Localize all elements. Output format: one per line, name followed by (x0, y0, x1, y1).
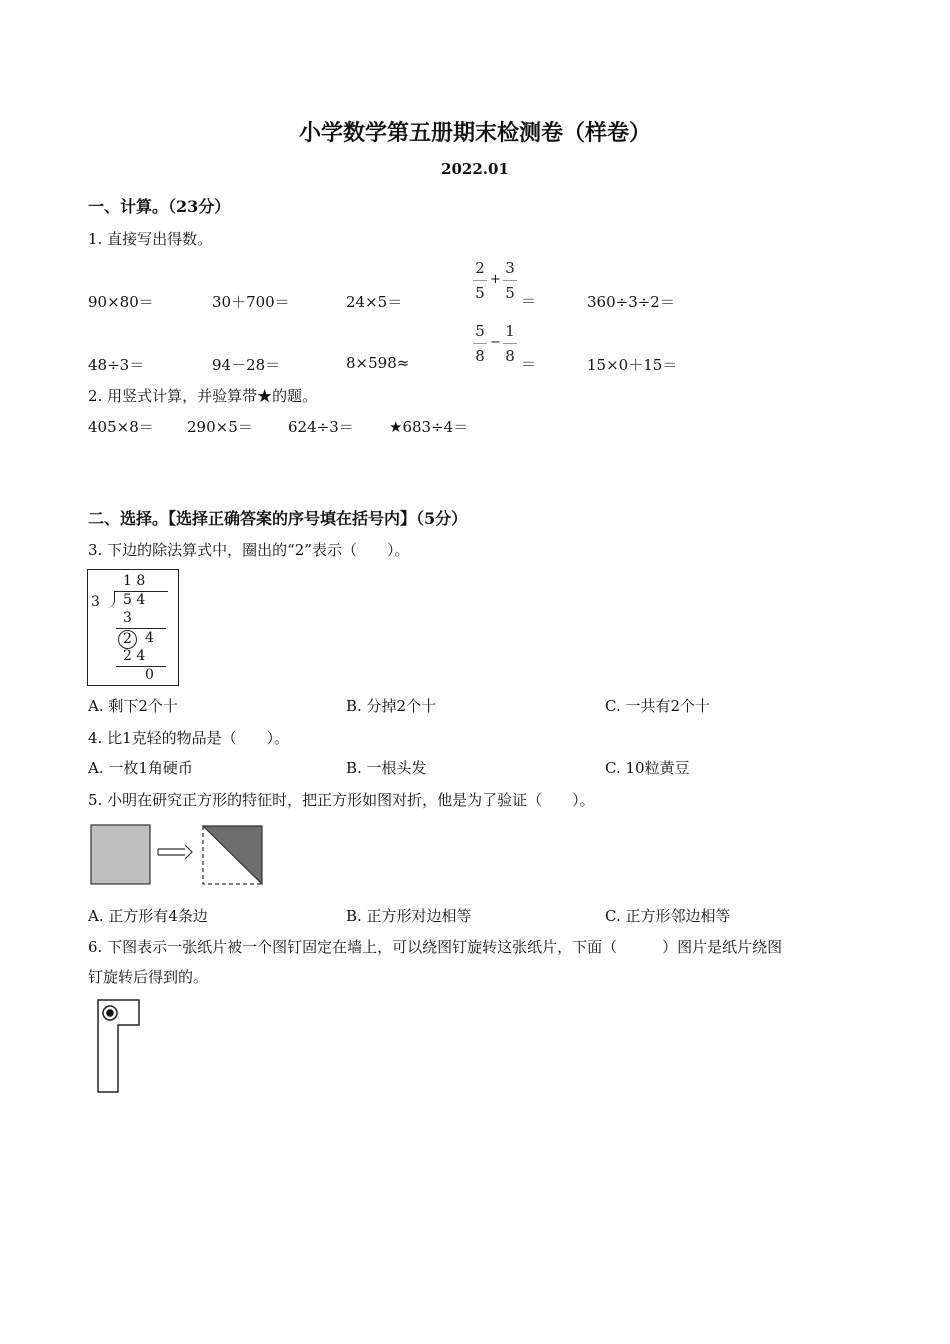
square-fold-figure (88, 822, 268, 888)
calc-item: 290×5＝ (187, 418, 253, 436)
pinned-paper-figure (96, 998, 144, 1096)
fraction-denominator: 8 (505, 347, 515, 365)
fraction-expression-2 (473, 321, 537, 373)
fold-arrow-icon (158, 845, 192, 859)
section-1-heading: 一、计算。（23分） (88, 197, 231, 216)
q1-label: 1. 直接写出得数。 (88, 230, 213, 248)
fraction-denominator: 5 (505, 284, 515, 302)
q4-option-c: C. 10粒黄豆 (605, 759, 690, 777)
q5-text: 5. 小明在研究正方形的特征时，把正方形如图对折，他是为了验证（ ）。 (88, 791, 595, 809)
q5-option-b: B. 正方形对边相等 (346, 907, 472, 925)
q5-option-a: A. 正方形有4条边 (88, 907, 208, 925)
calc-item: 90×80＝ (88, 293, 154, 311)
fraction-denominator: 5 (475, 284, 485, 302)
calc-item: 94－28＝ (212, 356, 281, 374)
calc-item: 30＋700＝ (212, 293, 290, 311)
page-title: 小学数学第五册期末检测卷（样卷） (298, 120, 651, 146)
q3-option-b: B. 分掉2个十 (346, 697, 437, 715)
fraction-expression-1 (473, 258, 537, 310)
calc-item: 405×8＝ (88, 418, 154, 436)
division-step-2: 4 (145, 630, 154, 646)
calc-item: 24×5＝ (346, 293, 403, 311)
fraction-denominator: 8 (475, 347, 485, 365)
division-dividend: 5 4 (123, 592, 146, 608)
division-quotient: 1 8 (123, 573, 146, 589)
long-division-figure (87, 569, 179, 686)
q3-text: 3. 下边的除法算式中，圈出的“2”表示（ ）。 (88, 541, 410, 559)
q5-option-c: C. 正方形邻边相等 (605, 907, 731, 925)
calc-item: 48÷3＝ (88, 356, 145, 374)
folded-triangle (203, 826, 262, 884)
fraction-numerator: 3 (505, 259, 515, 277)
fraction-operator: − (490, 335, 501, 350)
fraction-numerator: 5 (475, 322, 485, 340)
fraction-equals: ＝ (521, 355, 537, 373)
calc-item: 8×598≈ (346, 354, 410, 372)
division-divisor: 3 (91, 594, 100, 610)
q6-text-line-2: 钉旋转后得到的。 (88, 968, 209, 986)
fraction-equals: ＝ (521, 292, 537, 310)
exam-date: 2022.01 (441, 160, 509, 178)
division-remainder: 0 (145, 667, 154, 683)
gray-square (91, 825, 150, 884)
q3-option-a: A. 剩下2个十 (88, 697, 178, 715)
calc-item: 15×0＋15＝ (587, 356, 678, 374)
q2-label: 2. 用竖式计算，并验算带★的题。 (88, 387, 318, 405)
calc-item: 624÷3＝ (288, 418, 354, 436)
division-step-3: 2 4 (123, 648, 146, 664)
calc-item: 360÷3÷2＝ (587, 293, 675, 311)
fraction-numerator: 2 (475, 259, 485, 277)
fraction-numerator: 1 (505, 322, 515, 340)
q3-option-c: C. 一共有2个十 (605, 697, 711, 715)
section-2-heading: 二、选择。【选择正确答案的序号填在括号内】（5分） (88, 509, 468, 528)
division-step-1: 3 (123, 610, 132, 626)
fraction-operator: + (490, 272, 501, 287)
q4-option-b: B. 一根头发 (346, 759, 427, 777)
calc-item: ★683÷4＝ (389, 418, 469, 436)
circled-digit: 2 (118, 630, 137, 649)
q6-text-line-1: 6. 下图表示一张纸片被一个图钉固定在墙上，可以绕图钉旋转这张纸片，下面（ ）图片是纸片绕图 (88, 938, 783, 956)
q4-option-a: A. 一枚1角硬币 (88, 759, 193, 777)
q4-text: 4. 比1克轻的物品是（ ）。 (88, 729, 290, 747)
